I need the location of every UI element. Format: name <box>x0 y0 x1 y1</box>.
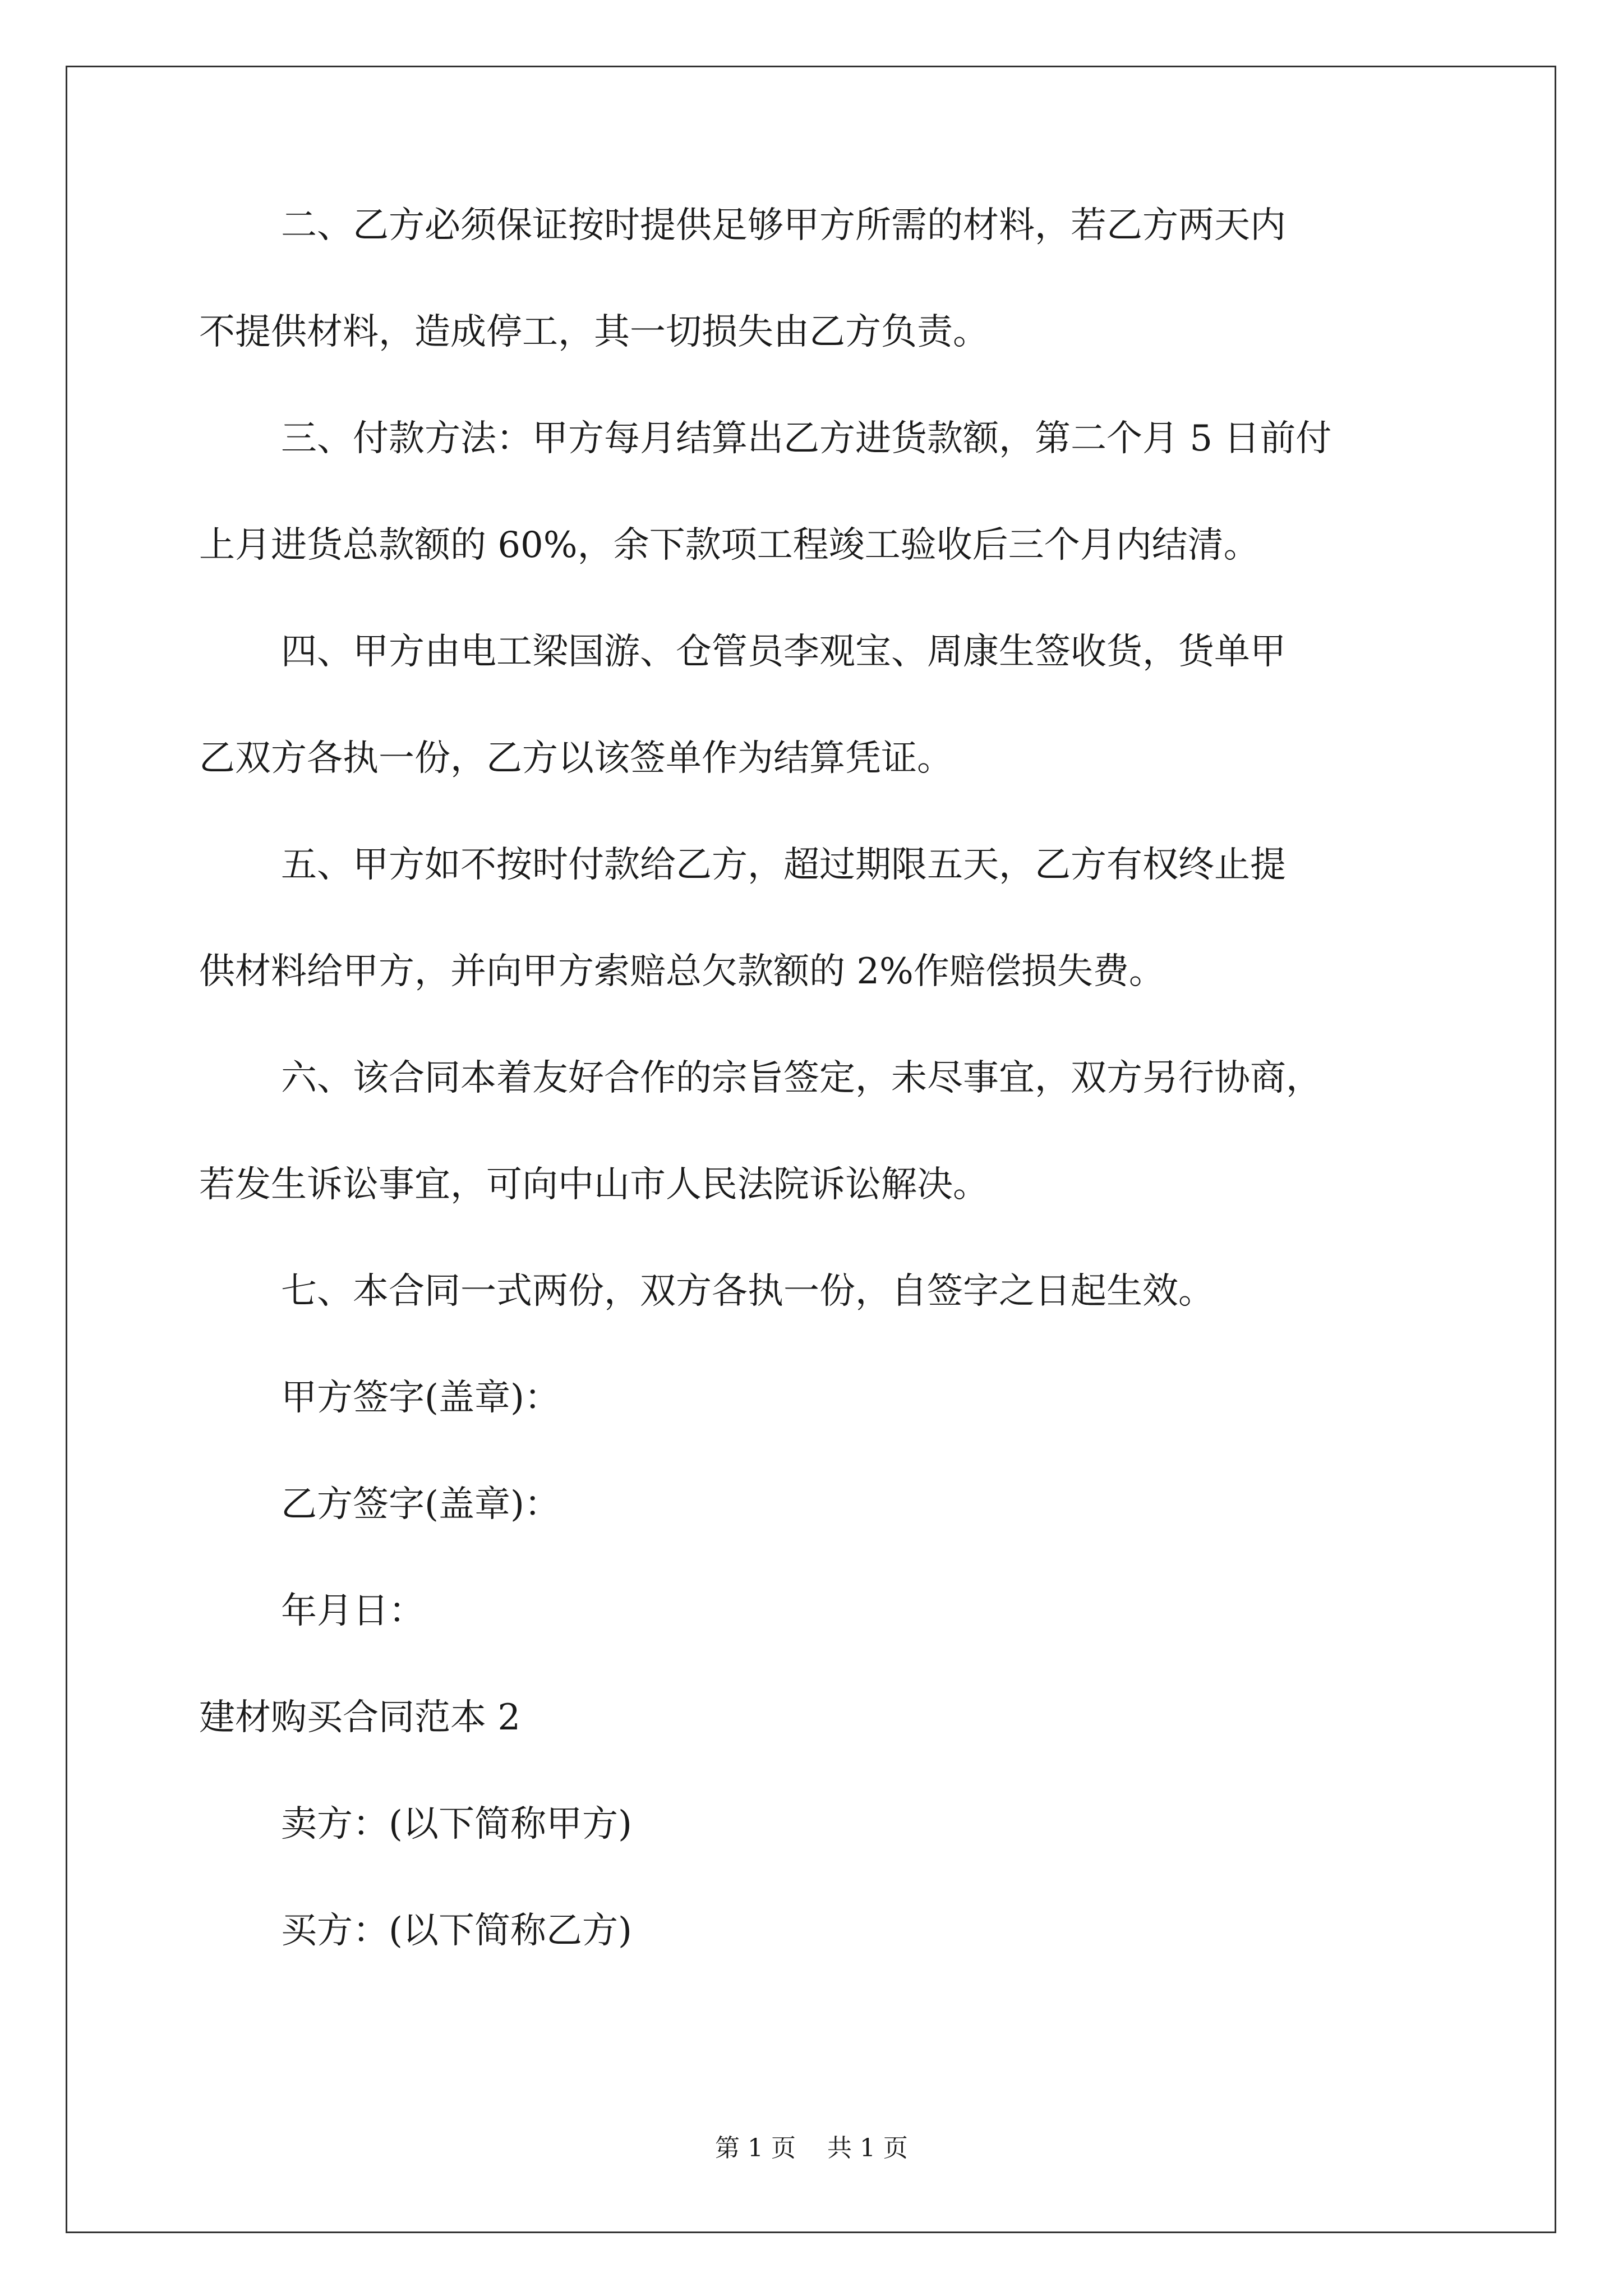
paragraph-7: 七、本合同一式两份，双方各执一份，自签字之日起生效。 <box>281 1271 1214 1312</box>
paragraph-5-line-1: 五、甲方如不按时付款给乙方，超过期限五天，乙方有权终止提 <box>281 844 1286 886</box>
section-heading: 建材购买合同范本 2 <box>199 1697 521 1738</box>
paragraph-5-line-2: 供材料给甲方，并向甲方索赔总欠款额的 2%作赔偿损失费。 <box>199 951 1165 992</box>
paragraph-3-line-2: 上月进货总款额的 60%，余下款项工程竣工验收后三个月内结清。 <box>199 524 1260 566</box>
paragraph-4-line-1: 四、甲方由电工梁国游、仓管员李观宝、周康生签收货，货单甲 <box>281 631 1286 673</box>
party-a-signature: 甲方签字(盖章)： <box>281 1377 560 1419</box>
paragraph-4-line-2: 乙双方各执一份，乙方以该签单作为结算凭证。 <box>199 738 953 779</box>
paragraph-2-line-1: 二、乙方必须保证按时提供足够甲方所需的材料，若乙方两天内 <box>281 205 1286 246</box>
paragraph-2-line-2: 不提供材料，造成停工，其一切损失由乙方负责。 <box>199 311 989 353</box>
paragraph-3-line-1: 三、付款方法：甲方每月结算出乙方进货款额，第二个月 5 日前付 <box>281 418 1332 459</box>
document-body <box>199 205 1422 2019</box>
paragraph-6-line-1: 六、该合同本着友好合作的宗旨签定，未尽事宜，双方另行协商， <box>281 1057 1322 1099</box>
page-footer: 第 1 页 共 1 页 <box>715 2134 908 2162</box>
buyer-line: 买方：(以下简称乙方) <box>281 1910 632 1952</box>
date-line: 年月日： <box>281 1590 425 1632</box>
seller-line: 卖方：(以下简称甲方) <box>281 1803 632 1845</box>
party-b-signature: 乙方签字(盖章)： <box>281 1484 560 1525</box>
paragraph-6-line-2: 若发生诉讼事宜，可向中山市人民法院诉讼解决。 <box>199 1164 989 1205</box>
